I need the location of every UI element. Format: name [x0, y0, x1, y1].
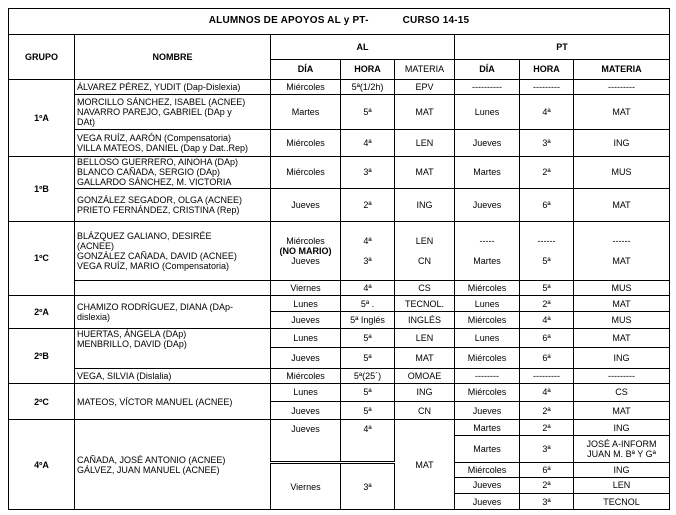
- pt-materia: MAT: [574, 329, 670, 348]
- table-row: [9, 95, 670, 129]
- header-al-materia: MATERIA: [395, 59, 455, 79]
- pt-hora: ---------: [520, 368, 574, 384]
- pt-materia: MAT: [574, 188, 670, 221]
- student-name: MENBRILLO, DAVID (DAp): [77, 339, 187, 350]
- al-dia: Lunes: [271, 384, 341, 402]
- pt-materia-value-2: JUAN M. Bª Y Gª: [587, 449, 656, 460]
- student-names: [75, 129, 271, 156]
- student-name: GONZÁLEZ SEGADOR, OLGA (ACNEE): [77, 194, 243, 205]
- pt-dia-value: -----: [479, 236, 495, 247]
- student-names: [75, 368, 271, 384]
- group-cell: 1ºC: [9, 222, 75, 296]
- header-grupo: GRUPO: [9, 34, 75, 79]
- pt-hora: ---------: [520, 79, 574, 95]
- header-al: AL: [271, 34, 455, 59]
- al-dia: [271, 222, 341, 281]
- pt-materia: MUS: [574, 312, 670, 329]
- pt-dia: Jueves: [455, 188, 520, 221]
- student-names: [75, 95, 271, 129]
- pt-dia: Martes: [455, 436, 520, 463]
- al-materia: CN: [395, 401, 455, 420]
- title-text: ALUMNOS DE APOYOS AL y PT-: [208, 15, 369, 27]
- pt-dia: Lunes: [455, 295, 520, 312]
- pt-dia: Jueves: [455, 129, 520, 156]
- al-hora: 3ª: [341, 463, 395, 510]
- al-dia-value: Miércoles: [286, 236, 325, 247]
- al-hora: 5ª(25´): [341, 368, 395, 384]
- al-materia: ING: [395, 188, 455, 221]
- al-materia: MAT: [395, 156, 455, 188]
- header-al-hora: HORA: [341, 59, 395, 79]
- group-cell: 2ºB: [9, 329, 75, 384]
- al-hora: 5ª: [341, 347, 395, 368]
- table-row: [9, 420, 670, 436]
- table-row: [9, 129, 670, 156]
- student-names: [75, 384, 271, 420]
- student-names-empty: [75, 281, 271, 296]
- pt-materia: MAT: [574, 295, 670, 312]
- schedule-table: [8, 8, 670, 510]
- student-names: [75, 420, 271, 510]
- group-cell: 2ºA: [9, 295, 75, 328]
- pt-materia: ---------: [574, 79, 670, 95]
- al-materia: MAT: [395, 347, 455, 368]
- al-hora-value: 4ª: [363, 236, 372, 247]
- pt-dia: Lunes: [455, 95, 520, 129]
- pt-dia: Miércoles: [455, 347, 520, 368]
- table-row: [9, 281, 670, 296]
- group-cell: 4ºA: [9, 420, 75, 510]
- pt-hora: 2ª: [520, 156, 574, 188]
- student-name: VILLA MATEOS, DANIEL (Dap y Dat..Rep): [77, 142, 249, 153]
- pt-hora: 2ª: [520, 420, 574, 436]
- pt-materia-value-2: MAT: [612, 256, 631, 267]
- student-names: [75, 329, 271, 368]
- pt-materia: MUS: [574, 281, 670, 296]
- pt-hora: 4ª: [520, 312, 574, 329]
- pt-materia-value: ------: [612, 236, 631, 247]
- pt-materia-value: JOSÉ A-INFORM: [586, 439, 657, 450]
- pt-hora: 3ª: [520, 436, 574, 463]
- pt-materia: TECNOL: [574, 494, 670, 510]
- group-cell: 1ºB: [9, 156, 75, 221]
- al-hora: [341, 222, 395, 281]
- al-dia: Lunes: [271, 329, 341, 348]
- al-materia: LEN: [395, 129, 455, 156]
- al-dia-value-2: Jueves: [291, 256, 320, 267]
- pt-dia: ----------: [455, 79, 520, 95]
- al-hora-value-2: 3ª: [363, 256, 372, 267]
- al-materia-value-2: CN: [418, 256, 431, 267]
- header-pt: PT: [455, 34, 670, 59]
- student-names: [75, 156, 271, 188]
- al-dia: Miércoles: [271, 156, 341, 188]
- al-dia: Lunes: [271, 295, 341, 312]
- pt-materia: CS: [574, 384, 670, 402]
- al-materia: LEN: [395, 329, 455, 348]
- pt-dia-value-2: Martes: [473, 256, 501, 267]
- al-dia-note: (NO MARIO): [279, 246, 332, 257]
- pt-dia: Jueves: [455, 477, 520, 494]
- pt-dia: Miércoles: [455, 384, 520, 402]
- student-name: DAt): [77, 116, 95, 127]
- student-name: dislexia): [77, 311, 111, 322]
- student-name: NAVARRO PAREJO, GABRIEL (DAp y: [77, 106, 232, 117]
- table-row: [9, 368, 670, 384]
- student-name: ÁLVAREZ PÉREZ, YUDIT (Dap-Dislexia): [77, 81, 241, 92]
- al-materia: EPV: [395, 79, 455, 95]
- al-hora: 5ª: [341, 401, 395, 420]
- student-name: GONZÁLEZ CAÑADA, DAVID (ACNEE): [77, 251, 237, 262]
- student-name: VEGA, SILVIA (Dislalia): [77, 370, 172, 381]
- al-hora: 3ª: [341, 156, 395, 188]
- al-dia: Jueves: [271, 188, 341, 221]
- student-name: BLÁZQUEZ GALIANO, DESIRÉE: [77, 231, 212, 242]
- student-name: PRIETO FERNÁNDEZ, CRISTINA (Rep): [77, 204, 240, 215]
- pt-dia: Martes: [455, 156, 520, 188]
- course-text: CURSO 14-15: [402, 15, 470, 27]
- al-hora: 5ª Inglés: [341, 312, 395, 329]
- header-pt-hora: HORA: [520, 59, 574, 79]
- pt-hora: 6ª: [520, 188, 574, 221]
- pt-materia: [574, 222, 670, 281]
- header-al-dia: DÍA: [271, 59, 341, 79]
- al-hora: 5ª(1/2h): [341, 79, 395, 95]
- al-dia: Jueves: [271, 420, 341, 463]
- al-hora: 4ª: [341, 420, 395, 463]
- pt-hora: 4ª: [520, 95, 574, 129]
- al-materia: OMOAE: [395, 368, 455, 384]
- header-nombre: NOMBRE: [75, 34, 271, 79]
- al-materia: MAT: [395, 420, 455, 510]
- al-materia: MAT: [395, 95, 455, 129]
- al-dia: Jueves: [271, 347, 341, 368]
- pt-materia: LEN: [574, 477, 670, 494]
- student-name: MATEOS, VÍCTOR MANUEL (ACNEE): [77, 396, 233, 407]
- table-row: [9, 295, 670, 312]
- al-hora: 5ª .: [341, 295, 395, 312]
- al-dia: Jueves: [271, 401, 341, 420]
- al-hora: 5ª: [341, 95, 395, 129]
- al-dia: Miércoles: [271, 129, 341, 156]
- al-dia: Miércoles: [271, 368, 341, 384]
- al-dia: Viernes: [271, 281, 341, 296]
- student-name: CHAMIZO RODRÍGUEZ, DIANA (DAp-: [77, 301, 234, 312]
- al-dia: Viernes: [271, 463, 341, 510]
- student-name: BLANCO CAÑADA, SERGIO (DAp): [77, 167, 221, 178]
- pt-materia: [574, 436, 670, 463]
- al-materia: ING: [395, 384, 455, 402]
- pt-hora: 3ª: [520, 494, 574, 510]
- student-names: [75, 295, 271, 328]
- pt-dia: Miércoles: [455, 281, 520, 296]
- pt-dia: --------: [455, 368, 520, 384]
- header-pt-dia: DÍA: [455, 59, 520, 79]
- pt-hora-value-2: 5ª: [542, 256, 551, 267]
- al-materia: [395, 222, 455, 281]
- student-name: CAÑADA, JOSÉ ANTONIO (ACNEE): [77, 454, 226, 465]
- table-row: [9, 222, 670, 281]
- pt-dia: Jueves: [455, 401, 520, 420]
- pt-materia: ---------: [574, 368, 670, 384]
- table-row: [9, 79, 670, 95]
- al-hora: 2ª: [341, 188, 395, 221]
- student-name: HUERTAS, ÁNGELA (DAp): [77, 329, 187, 340]
- pt-hora-value: ------: [537, 236, 556, 247]
- al-hora: 5ª: [341, 384, 395, 402]
- table-row: [9, 384, 670, 402]
- al-dia: Miércoles: [271, 79, 341, 95]
- al-dia: Jueves: [271, 312, 341, 329]
- pt-materia: ING: [574, 129, 670, 156]
- student-names: [75, 188, 271, 221]
- al-materia: TECNOL.: [395, 295, 455, 312]
- pt-hora: 2ª: [520, 477, 574, 494]
- group-cell: 1ºA: [9, 79, 75, 156]
- pt-dia: Jueves: [455, 494, 520, 510]
- al-hora: 4ª: [341, 281, 395, 296]
- pt-dia: [455, 222, 520, 281]
- pt-dia: Martes: [455, 420, 520, 436]
- pt-dia: Miércoles: [455, 463, 520, 478]
- group-cell: 2ºC: [9, 384, 75, 420]
- al-materia-value: LEN: [415, 236, 434, 247]
- student-name: GALLARDO SÁNCHEZ, M. VICTORIA: [77, 177, 232, 188]
- pt-hora: 6ª: [520, 347, 574, 368]
- student-name: VEGA RUÍZ, MARIO (Compensatoria): [77, 261, 230, 272]
- table-row: [9, 188, 670, 221]
- al-hora: 5ª: [341, 329, 395, 348]
- al-dia: Martes: [271, 95, 341, 129]
- al-hora: 4ª: [341, 129, 395, 156]
- student-names: [75, 79, 271, 95]
- al-materia: CS: [395, 281, 455, 296]
- student-name: BELLOSO GUERRERO, AINOHA (DAp): [77, 157, 239, 168]
- table-title: [9, 9, 670, 35]
- student-names: [75, 222, 271, 281]
- pt-hora: 6ª: [520, 463, 574, 478]
- table-row: [9, 156, 670, 188]
- pt-hora: [520, 222, 574, 281]
- pt-dia: Miércoles: [455, 312, 520, 329]
- pt-hora: 3ª: [520, 129, 574, 156]
- student-name: GÁLVEZ, JUAN MANUEL (ACNEE): [77, 464, 220, 475]
- header-pt-materia: MATERIA: [574, 59, 670, 79]
- pt-hora: 4ª: [520, 384, 574, 402]
- pt-materia: MAT: [574, 95, 670, 129]
- pt-hora: 5ª: [520, 281, 574, 296]
- pt-materia: MAT: [574, 401, 670, 420]
- pt-hora: 2ª: [520, 295, 574, 312]
- pt-hora: 6ª: [520, 329, 574, 348]
- pt-materia: ING: [574, 420, 670, 436]
- table-row: [9, 329, 670, 348]
- pt-materia: ING: [574, 463, 670, 478]
- student-name: VEGA RUÍZ, AARÓN (Compensatoria): [77, 132, 232, 143]
- pt-dia: Lunes: [455, 329, 520, 348]
- al-materia: INGLÉS: [395, 312, 455, 329]
- pt-materia: ING: [574, 347, 670, 368]
- pt-materia: MUS: [574, 156, 670, 188]
- pt-hora: 2ª: [520, 401, 574, 420]
- student-name: MORCILLO SÁNCHEZ, ISABEL (ACNEE): [77, 96, 246, 107]
- student-name: (ACNEE): [77, 241, 115, 252]
